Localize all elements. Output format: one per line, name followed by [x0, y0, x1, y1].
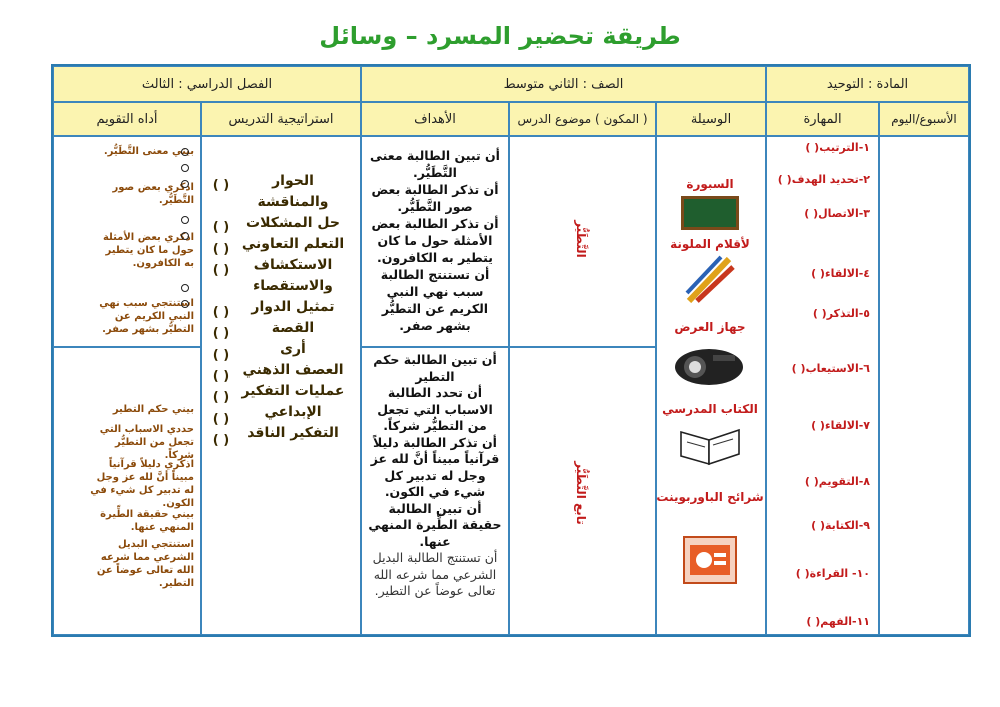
header-week-day: الأسبوع/اليوم — [879, 102, 969, 136]
term-label: الفصل الدراسي : الثالث — [141, 76, 273, 92]
objectives-2-cell — [361, 347, 509, 635]
strategy-paren: ( ) — [212, 241, 230, 257]
objective-item: أن تذكر الطالبة دليلاً قرآنياً مبيناً أنَّ لله عز وجل له تدبير كل شيء في الكون. — [370, 434, 500, 499]
pens-label: لأقلام الملونة — [670, 237, 750, 251]
skill-item: ٥-التذكر( ) — [812, 307, 870, 320]
pencils-icon — [683, 255, 735, 303]
strategy-item: التفكير الناقد — [247, 425, 339, 441]
objective-item: أن تستنتج الطالبة سبب نهي النبي الكريم عن التطيُّر بشهر صفر. — [380, 267, 490, 333]
strategy-item: القصة — [271, 320, 315, 336]
bullet-icon — [180, 163, 190, 173]
book-icon — [677, 420, 743, 466]
assessment-1-cell — [53, 136, 201, 347]
objective-item: أن تبين الطالبة حكم التطير — [373, 352, 497, 384]
projector-icon — [673, 337, 745, 389]
strategy-paren: ( ) — [212, 411, 230, 427]
subject-label: المادة : التوحيد — [826, 76, 909, 92]
powerpoint-icon — [682, 535, 738, 585]
objective-item: أن تبين الطالبة حقيقة الطِّيرة المنهي عنها. — [368, 500, 502, 549]
skill-item: ٦-الاستيعاب( ) — [791, 362, 870, 375]
header-assessment: أداه التقويم — [53, 102, 201, 136]
subject-cell — [766, 66, 969, 102]
strategy-paren: ( ) — [212, 326, 230, 342]
bullet-icon — [180, 179, 190, 189]
skill-item: ١١-الفهم( ) — [806, 615, 870, 628]
header-skill: المهارة — [766, 102, 879, 136]
bullet-icon — [180, 231, 190, 241]
assessment-item: بيني حكم التطير — [112, 404, 194, 415]
topic-2-cell — [509, 347, 656, 635]
term-cell — [53, 66, 361, 102]
topic-2-label: تابع التَّطَيُّر — [574, 461, 588, 525]
assessment-item: بيني حقيقة الطِّيرة المنهي عنها. — [100, 509, 194, 533]
skill-item: ٤-الالقاء( ) — [811, 267, 870, 280]
bullet-icon — [180, 299, 190, 309]
projector-label: جهاز العرض — [674, 320, 746, 334]
strategy-item: التعلم التعاوني — [241, 236, 345, 252]
assessment-item: استنتجي سبب نهي النبي الكريم عن التطيُّر بشهر صفر. — [99, 298, 194, 335]
skill-item: ٢-تحديد الهدف( ) — [777, 173, 870, 186]
assessment-item: بيني معنى التَّطَيُّر. — [103, 146, 194, 157]
strategy-item: العصف الذهني — [242, 362, 344, 378]
objective-item: أن تستنتج الطالبة البديل الشرعي مما شرعه الله تعالى عوضاً عن التطير. — [372, 550, 498, 598]
book-label: الكتاب المدرسي — [662, 402, 758, 416]
skill-item: ٧-الالقاء( ) — [811, 419, 870, 432]
objective-item: أن تذكر الطالبة بعض صور التَّطَيُّر. — [371, 182, 499, 214]
skill-item: ٨-التقويم( ) — [804, 475, 870, 488]
strategy-item: عمليات التفكير الإبداعي — [241, 383, 345, 420]
board-label: السبورة — [686, 177, 734, 191]
bullet-icon — [180, 215, 190, 225]
chalkboard-icon — [680, 195, 740, 233]
assessment-item: اذكري بعض الأمثلة حول ما كان يتطير به الكافرون. — [102, 232, 194, 269]
strategy-paren: ( ) — [212, 390, 230, 406]
strategy-paren: ( ) — [212, 262, 230, 278]
assessment-item: اذكري دليلاً قرآنياً مبيناً أنَّ لله عز وجل له تدبير كل شيء في الكون. — [90, 459, 194, 509]
objectives-1-cell — [361, 136, 509, 347]
objective-item: أن تذكر الطالبة بعض الأمثلة حول ما كان يتطير به الكافرون. — [371, 216, 499, 265]
topic-1-label: التَّطَيُّر — [574, 220, 588, 258]
strategy-paren: ( ) — [212, 369, 230, 385]
assessment-2-cell — [53, 347, 201, 635]
lesson-table — [51, 64, 971, 637]
strategy-item: حل المشكلات — [246, 215, 340, 231]
strategy-paren: ( ) — [212, 432, 230, 448]
skill-item: ٣-الاتصال( ) — [804, 207, 870, 220]
week-day-column — [879, 136, 969, 635]
strategy-paren: ( ) — [212, 305, 230, 321]
page-title: طريقة تحضير المسرد – وسائل — [319, 22, 681, 50]
strategy-paren: ( ) — [212, 347, 230, 363]
bullet-icon — [180, 147, 190, 157]
header-strategy: استراتيجية التدريس — [201, 102, 361, 136]
skills-column — [766, 136, 879, 635]
strategy-item: الاستكشاف والاستقصاء — [253, 257, 333, 294]
bullet-icon — [180, 283, 190, 293]
strategy-paren: ( ) — [212, 220, 230, 236]
slides-label: شرائح الباوربوينت — [656, 490, 764, 504]
header-tool: الوسيلة — [656, 102, 766, 136]
assessment-item: حددي الاسباب التي تجعل من التطيُّر شركاً. — [99, 424, 194, 461]
header-component: ( المكون ) موضوع الدرس — [509, 102, 656, 136]
strategy-item: أرى — [280, 341, 306, 357]
header-objectives: الأهداف — [361, 102, 509, 136]
strategy-column — [201, 136, 361, 635]
strategy-paren: ( ) — [212, 178, 230, 193]
topic-1-cell — [509, 136, 656, 347]
skill-item: ١-الترتيب( ) — [805, 141, 870, 154]
objective-item: أن تحدد الطالبة الاسباب التي تجعل من التطيُّر شركاً. — [377, 385, 493, 433]
skill-item: ٩-الكتابة( ) — [811, 519, 870, 532]
grade-cell — [361, 66, 766, 102]
skill-item: ١٠- القراءة( ) — [795, 567, 870, 580]
tools-column — [656, 136, 766, 635]
grade-label: الصف : الثاني متوسط — [503, 76, 624, 92]
assessment-item: استنتجي البديل الشرعي مما شرعه الله تعالى عوضاً عن التطير. — [96, 539, 194, 589]
objective-item: أن تبين الطالبة معنى التَّطَيُّر. — [370, 148, 500, 180]
strategy-item: الحوار والمناقشة — [257, 173, 329, 210]
strategy-item: تمثيل الدوار — [251, 299, 335, 315]
assessment-item: اذكري بعض صور التَّطَيُّر. — [112, 182, 194, 206]
